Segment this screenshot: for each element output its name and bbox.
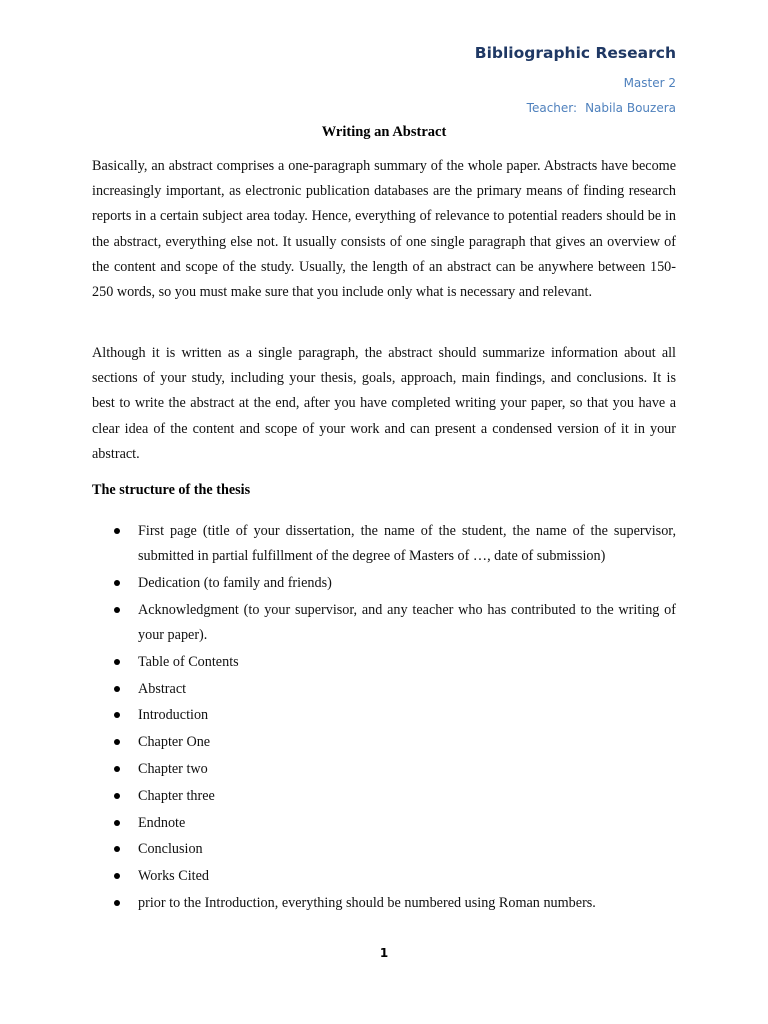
bullet-icon bbox=[114, 580, 120, 586]
paragraph-2: Although it is written as a single paragraph, the abstract should summarize information about all sections of your study, including your thesis, goals, approach, main findings, and conclusions. It is best to write the abstract at the end, after you have completed writing your paper, so that you have a clear idea of the content and scope of your work and can present a condensed version of it in your abstract. bbox=[92, 345, 676, 462]
list-item bbox=[92, 811, 676, 836]
thesis-structure-list bbox=[92, 519, 676, 918]
bullet-icon bbox=[114, 873, 120, 879]
bullet-icon bbox=[114, 659, 120, 665]
bullet-icon bbox=[114, 739, 120, 745]
bullet-icon bbox=[114, 686, 120, 692]
document-title: Writing an Abstract bbox=[321, 124, 447, 140]
paragraph-1: Basically, an abstract comprises a one-paragraph summary of the whole paper. Abstracts have become increasingly important, as electronic publication databases are the primary means of finding research reports in a certain subject area today. Hence, everything of relevance to potential readers should be in the abstract, everything else not. It usually consists of one single paragraph that gives an overview of the content and scope of the study. Usually, the length of an abstract can be anywhere between 150-250 words, so you must make sure that you include only what is necessary and relevant. bbox=[92, 158, 676, 301]
list-item bbox=[92, 784, 676, 809]
list-item-text: Acknowledgment (to your supervisor, and any teacher who has contributed to the writing of your paper). bbox=[138, 601, 676, 643]
list-item-text: Introduction bbox=[138, 707, 209, 724]
list-item-text: prior to the Introduction, everything should be numbered using Roman numbers. bbox=[138, 894, 596, 911]
bullet-icon bbox=[114, 528, 120, 534]
list-item bbox=[92, 571, 676, 596]
list-item bbox=[92, 650, 676, 675]
bullet-icon bbox=[114, 846, 120, 852]
bullet-icon bbox=[114, 820, 120, 826]
list-item-text: Endnote bbox=[138, 814, 186, 831]
list-item-text: Chapter One bbox=[138, 734, 211, 751]
list-item-text: Abstract bbox=[138, 680, 187, 697]
page-number: 1 bbox=[379, 946, 389, 960]
bullet-icon bbox=[114, 766, 120, 772]
header-teacher bbox=[527, 101, 676, 115]
list-item bbox=[92, 757, 676, 782]
list-item bbox=[92, 864, 676, 889]
list-item-text: First page (title of your dissertation, the name of the student, the name of the supervisor, submitted in partial fulfillment of the degree of Masters of …, date of submission) bbox=[138, 523, 676, 565]
list-item bbox=[92, 730, 676, 755]
bullet-icon bbox=[114, 607, 120, 613]
bullet-icon bbox=[114, 900, 120, 906]
list-item bbox=[92, 891, 676, 916]
list-item-text: Dedication (to family and friends) bbox=[138, 575, 332, 591]
list-item bbox=[92, 837, 676, 862]
section-heading: The structure of the thesis bbox=[92, 482, 251, 498]
header-teacher-name: Nabila Bouzera bbox=[585, 101, 676, 115]
header-level: Master 2 bbox=[623, 76, 676, 90]
header-teacher-label: Teacher: bbox=[526, 101, 578, 115]
list-item-text: Works Cited bbox=[138, 868, 209, 885]
bullet-icon bbox=[114, 793, 120, 799]
list-item-text: Conclusion bbox=[138, 841, 203, 858]
list-item bbox=[92, 519, 676, 569]
header-course-title: Bibliographic Research bbox=[474, 44, 676, 62]
bullet-icon bbox=[114, 712, 120, 718]
list-item bbox=[92, 677, 676, 702]
list-item-text: Chapter two bbox=[138, 760, 208, 777]
list-item-text: Table of Contents bbox=[138, 653, 239, 670]
list-item bbox=[92, 598, 676, 648]
list-item bbox=[92, 703, 676, 728]
list-item-text: Chapter three bbox=[138, 787, 215, 804]
